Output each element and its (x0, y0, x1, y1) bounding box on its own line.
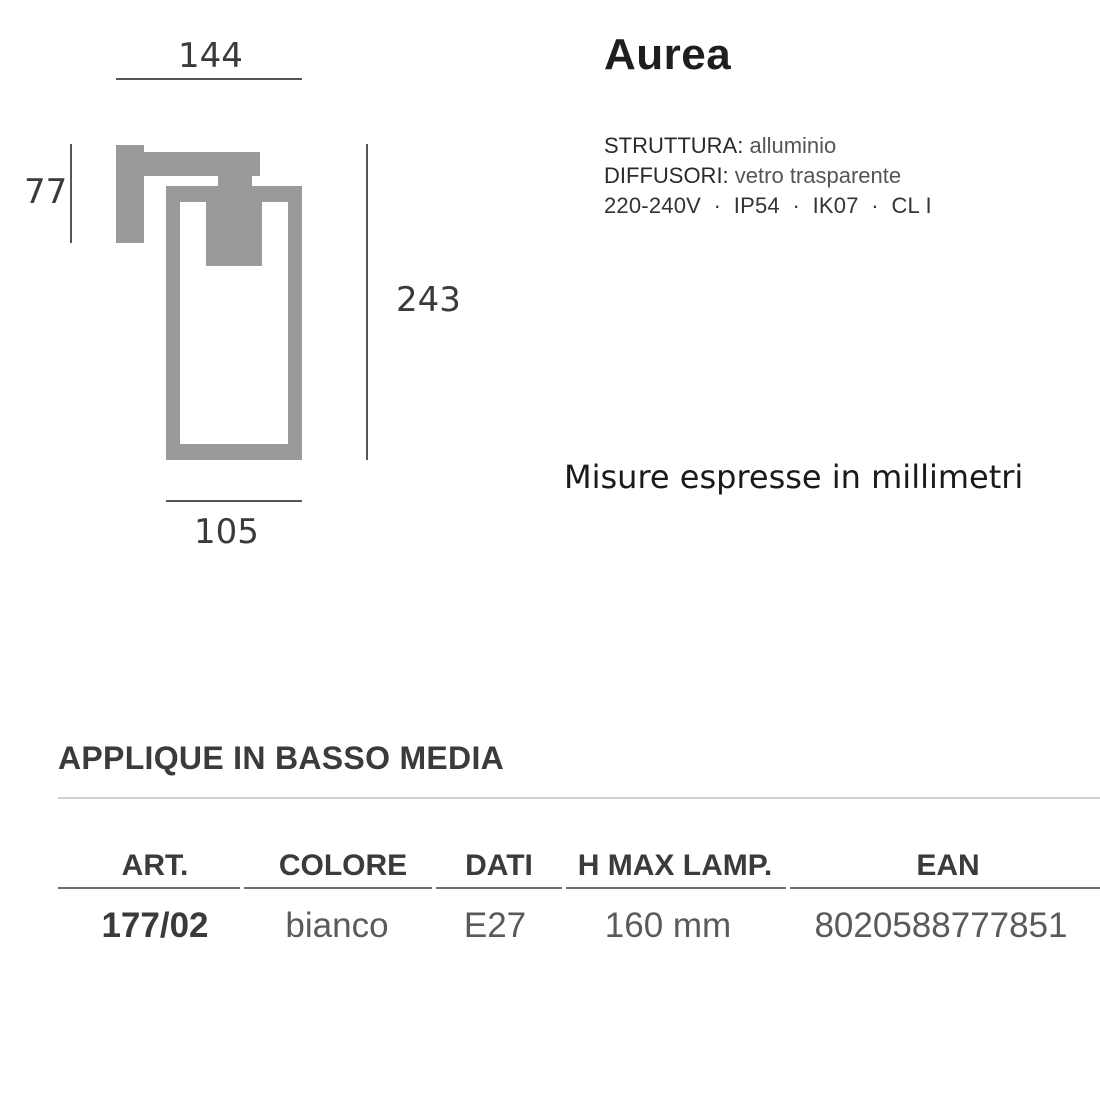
table-header-colore: COLORE (278, 849, 408, 882)
header-rule-hmax (566, 887, 786, 889)
table-cell-dati: E27 (463, 906, 527, 945)
spec-value: vetro trasparente (734, 163, 902, 188)
spec-diffuser (604, 163, 901, 189)
header-rule-dati (436, 887, 562, 889)
spec-value: alluminio (749, 133, 837, 158)
table-cell-colore: bianco (285, 906, 389, 945)
technical-drawing (0, 0, 560, 600)
dim-label-top-width: 144 (178, 36, 243, 76)
table-header-ean: EAN (916, 849, 980, 882)
table-cell-ean: 8020588777851 (814, 906, 1068, 945)
spec-key: STRUTTURA: (604, 133, 744, 158)
spec-ratings: 220-240V · IP54 · IK07 · CL I (604, 193, 932, 218)
table-header-dati: DATI (465, 849, 533, 882)
dim-label-total-height: 243 (396, 280, 461, 320)
section-divider (58, 797, 1100, 799)
header-rule-colore (244, 887, 432, 889)
lamp-drawing (0, 0, 560, 600)
dim-label-base-width: 105 (194, 512, 259, 552)
spec-key: DIFFUSORI: (604, 163, 729, 188)
header-rule-ean (790, 887, 1100, 889)
measurement-note: Misure espresse in millimetri (564, 458, 1024, 496)
dim-label-arm-height: 77 (24, 172, 68, 212)
section-title: APPLIQUE IN BASSO MEDIA (58, 740, 505, 776)
table-header-hmax: H MAX LAMP. (577, 849, 773, 882)
header-rule-art (58, 887, 240, 889)
spec-structure (604, 133, 836, 159)
product-title: Aurea (604, 30, 732, 79)
lamp-silhouette (116, 145, 302, 460)
table-cell-hmax: 160 mm (604, 906, 732, 945)
table-cell-art: 177/02 (101, 906, 209, 945)
table-header-art: ART. (121, 849, 189, 882)
